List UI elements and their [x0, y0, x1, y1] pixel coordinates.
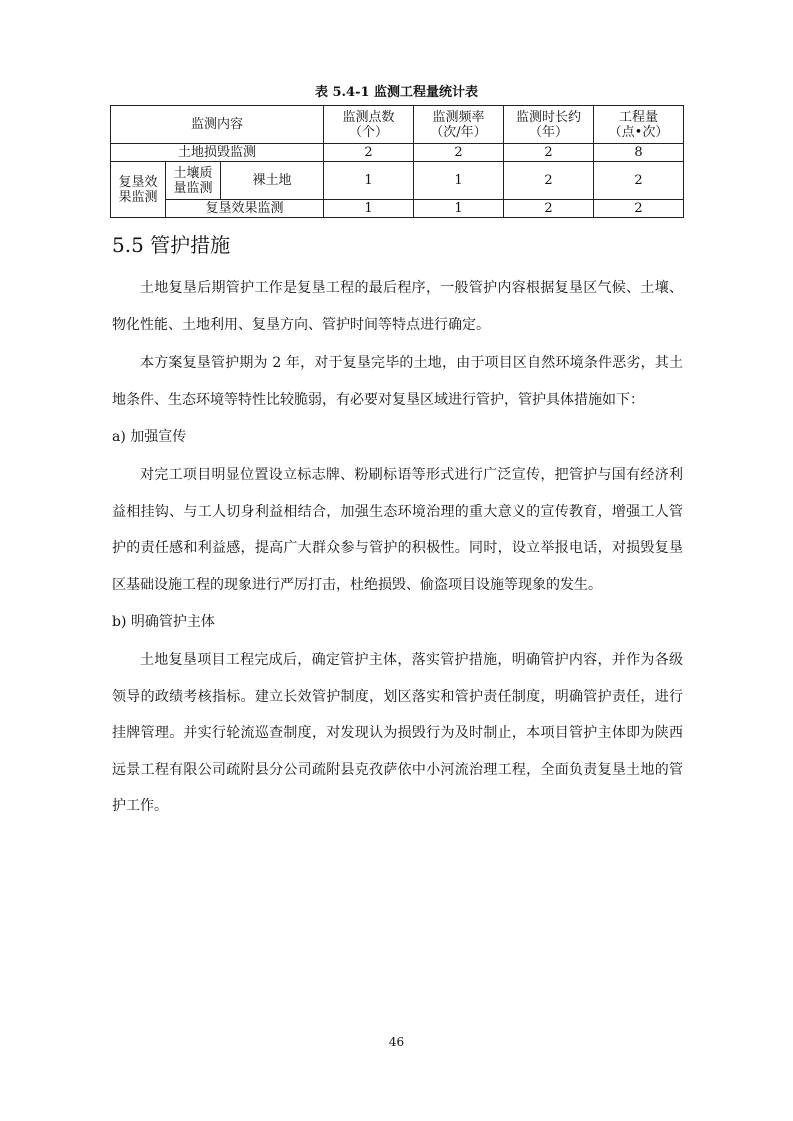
cell-duration: 2 [504, 144, 594, 162]
cell-points: 1 [324, 200, 414, 218]
page-number: 46 [388, 1035, 405, 1049]
cell-quantity: 8 [594, 144, 684, 162]
cell-points: 2 [324, 144, 414, 162]
header-duration: 监测时长约 （年） [504, 106, 594, 144]
subheading-a: a) 加强宣传 [112, 429, 187, 445]
subheading-b: b) 明确管护主体 [112, 614, 215, 630]
paragraph-publicity: 对完工项目明显位置设立标志牌、粉刷标语等形式进行广泛宣传，把管护与国有经济利益相挂钩、与工人切身利益相结合，加强生态环境治理的重大意义的宣传教育，增强工人管护的责任感和利益感，提高广大群众参与管护的积极性。同时，设立举报电话，对损毁复垦区基础设施工程的现象进行严厉打击，杜绝损毁、偷盗项目设施等现象的发生。 [112, 467, 683, 593]
cell-duration: 2 [504, 162, 594, 200]
table-caption: 表 5.4-1 监测工程量统计表 [314, 85, 479, 100]
cell-frequency: 1 [414, 162, 504, 200]
cell-quantity: 2 [594, 162, 684, 200]
paragraph-intro: 土地复垦后期管护工作是复垦工程的最后程序，一般管护内容根据复垦区气候、土壤、物化性能、土地利用、复垦方向、管护时间等特点进行确定。 [112, 280, 683, 333]
header-quantity: 工程量 （点•次） [594, 106, 684, 144]
table-header-row [111, 106, 684, 144]
row-sub-label: 土壤质 量监测 [166, 162, 221, 200]
paragraph-responsibility: 土地复垦项目工程完成后，确定管护主体，落实管护措施，明确管护内容，并作为各级领导的政绩考核指标。建立长效管护制度，划区落实和管护责任制度，明确管护责任，进行挂牌管理。并实行轮流巡查制度，对发现认为损毁行为及时制止，本项目管护主体即为陕西远景工程有限公司疏附县分公司疏附县克孜萨依中小河流治理工程，全面负责复垦土地的管护工作。 [112, 652, 683, 814]
header-content: 监测内容 [111, 106, 324, 144]
header-points: 监测点数 （个） [324, 106, 414, 144]
paragraph-period: 本方案复垦管护期为 2 年，对于复垦完毕的土地，由于项目区自然环境条件恶劣，其土地条件、生态环境等特性比较脆弱，有必要对复垦区域进行管护，管护具体措施如下： [112, 355, 683, 408]
cell-quantity: 2 [594, 200, 684, 218]
section-number: 5.5 [112, 233, 144, 257]
section-title: 管护措施 [150, 233, 231, 257]
table-row [111, 162, 684, 200]
cell-points: 1 [324, 162, 414, 200]
header-frequency: 监测频率 （次/年） [414, 106, 504, 144]
row-label: 裸土地 [221, 162, 324, 200]
cell-frequency: 2 [414, 144, 504, 162]
table-row [111, 144, 684, 162]
table-row [111, 200, 684, 218]
section-heading [112, 229, 230, 258]
monitoring-stats-table [110, 105, 684, 218]
cell-frequency: 1 [414, 200, 504, 218]
cell-duration: 2 [504, 200, 594, 218]
row-group-label: 复垦效 果监测 [111, 162, 166, 218]
row-label: 土地损毁监测 [111, 144, 324, 162]
row-label: 复垦效果监测 [166, 200, 324, 218]
